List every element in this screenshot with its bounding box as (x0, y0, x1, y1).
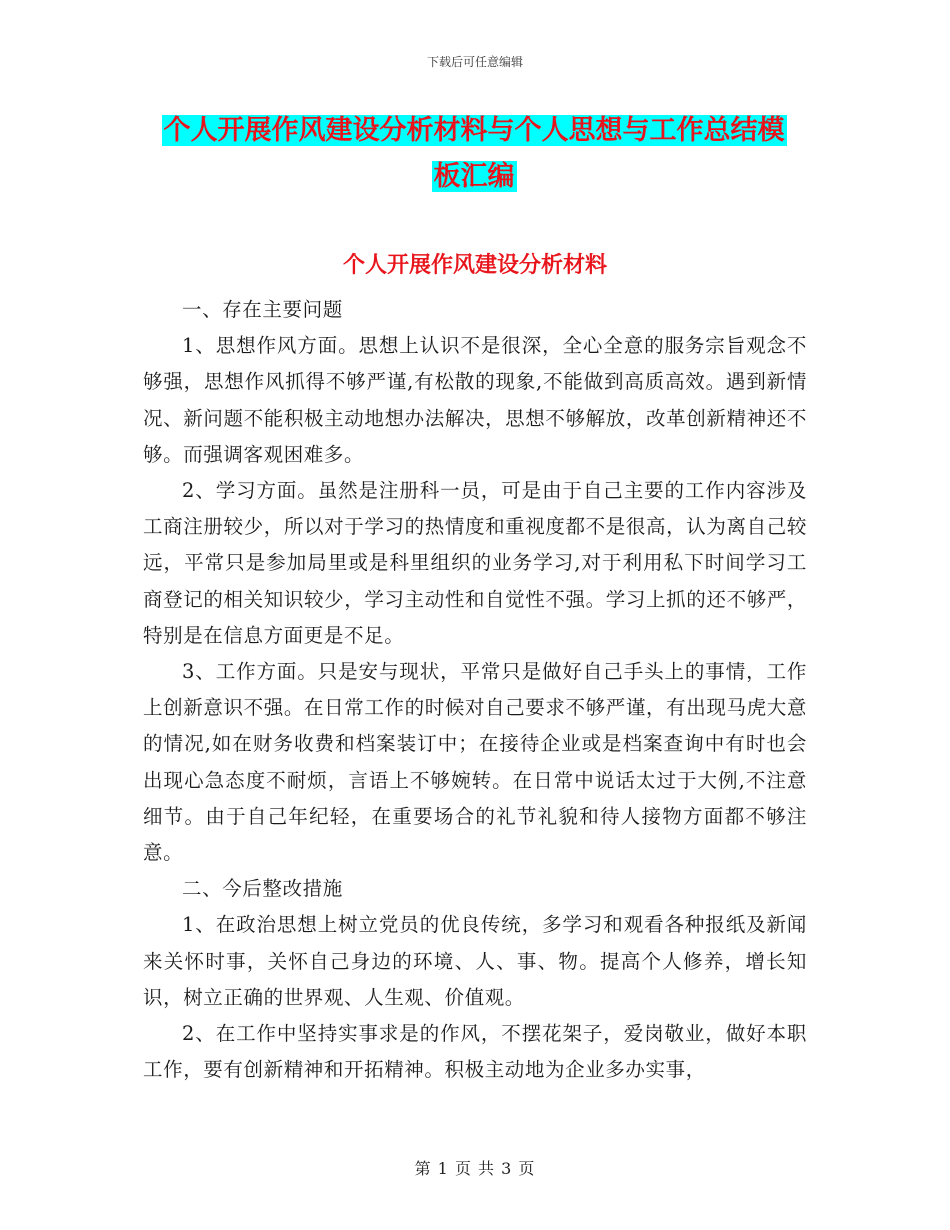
section-title: 个人开展作风建设分析材料 (342, 253, 607, 278)
paragraph-political-thinking: 1、在政治思想上树立党员的优良传统，多学习和观看各种报纸及新闻来关怀时事，关怀自己身边的环境、人、事、物。提高个人修养，增长知识，树立正确的世界观、人生观、价值观。 (143, 913, 807, 1009)
heading-rectification-measures: 二、今后整改措施 (182, 877, 343, 901)
paragraph-work-style: 2、在工作中坚持实事求是的作风，不摆花架子，爱岗敬业，做好本职工作，要有创新精神和开拓精神。积极主动地为企业多办实事， (143, 1022, 807, 1082)
paragraph-thinking-style: 1、思想作风方面。思想上认识不是很深，全心全意的服务宗旨观念不够强，思想作风抓得不够严谨,有松散的现象,不能做到高质高效。遇到新情况、新问题不能积极主动地想办法解决，思想不够解放，改革创新精神还不够。而强调客观困难多。 (143, 334, 807, 466)
document-title-line-2: 板汇编 (433, 161, 515, 192)
document-title (140, 108, 808, 200)
page-footer: 第 1 页 共 3 页 (414, 1159, 536, 1178)
header-note: 下载后可任意编辑 (426, 55, 523, 69)
paragraph-work: 3、工作方面。只是安与现状，平常只是做好自己手头上的事情，工作上创新意识不强。在日常工作的时候对自己要求不够严谨，有出现马虎大意的情况,如在财务收费和档案装订中；在接待企业或是档案查询中有时也会出现心急态度不耐烦，言语上不够婉转。在日常中说话太过于大例,不注意细节。由于自己年纪轻，在重要场合的礼节礼貌和待人接物方面都不够注意。 (143, 660, 807, 865)
document-body (143, 292, 807, 1088)
heading-existing-problems: 一、存在主要问题 (182, 298, 343, 321)
paragraph-study: 2、学习方面。虽然是注册科一员，可是由于自己主要的工作内容涉及工商注册较少，所以对于学习的热情度和重视度都不是很高，认为离自己较远，平常只是参加局里或是科里组织的业务学习,对于利用私下时间学习工商登记的相关知识较少，学习主动性和自觉性不强。学习上抓的还不够严，特别是在信息方面更是不足。 (143, 479, 807, 647)
document-title-line-1: 个人开展作风建设分析材料与个人思想与工作总结模 (163, 115, 785, 146)
